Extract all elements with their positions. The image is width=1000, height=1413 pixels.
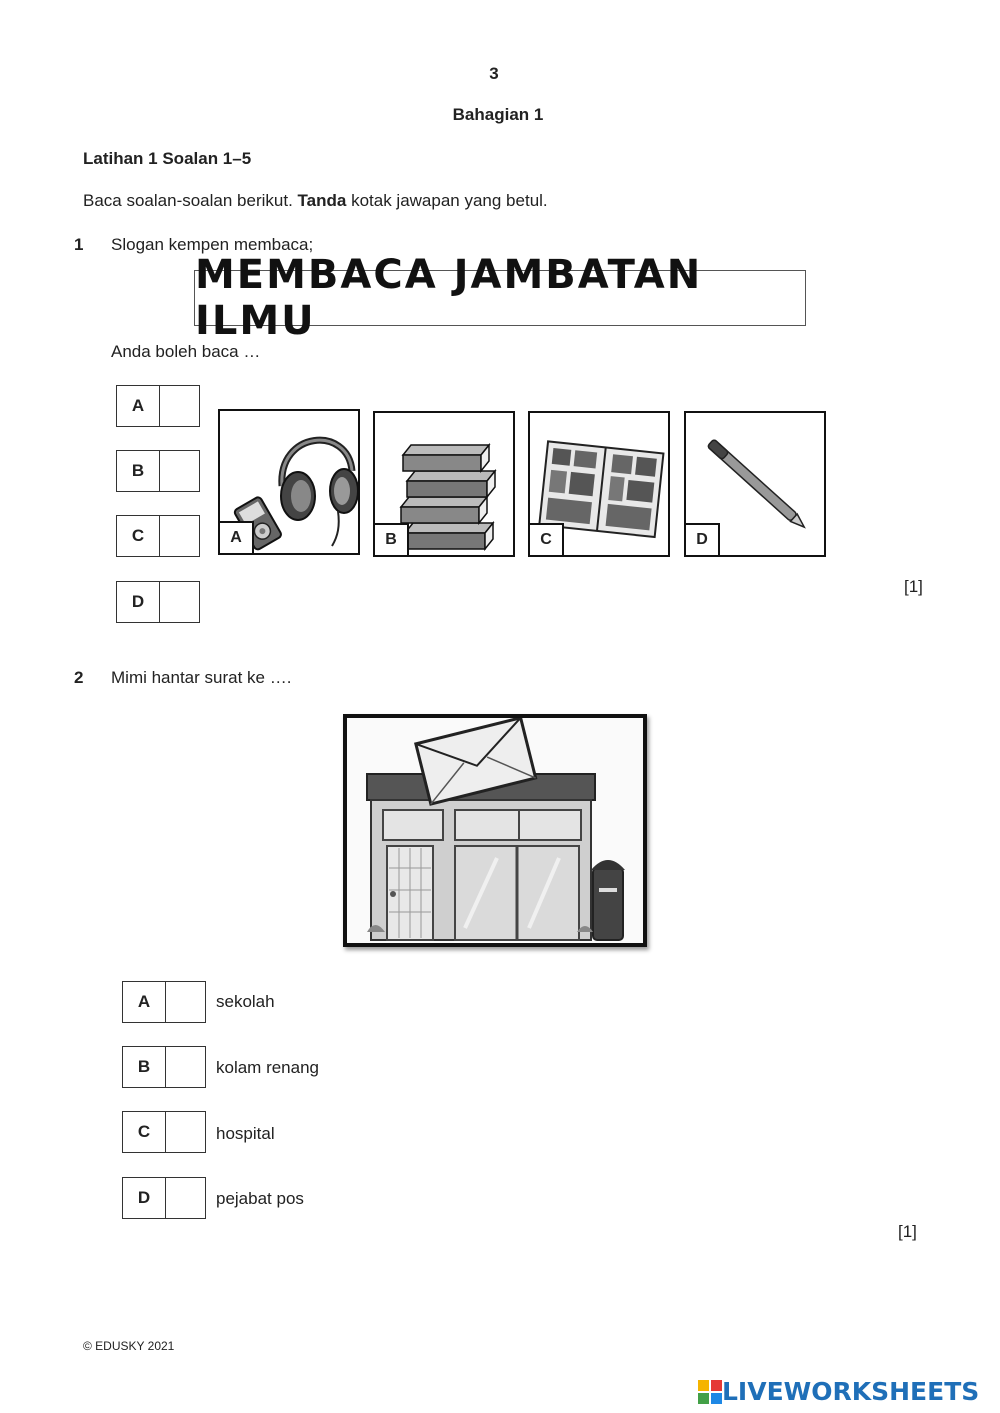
picture-label: B bbox=[373, 523, 409, 557]
q2-answer-c bbox=[122, 1111, 206, 1153]
q1-answer-b bbox=[116, 450, 200, 492]
q2-option-text-a: sekolah bbox=[216, 992, 275, 1011]
q2-answer-letter: A bbox=[123, 982, 166, 1022]
q2-answer-letter: D bbox=[123, 1178, 166, 1218]
question-2-marks: [1] bbox=[898, 1222, 917, 1241]
instruction-bold: Tanda bbox=[297, 191, 347, 210]
q1-answer-checkbox-d[interactable] bbox=[160, 582, 199, 622]
q2-option-text-c: hospital bbox=[216, 1124, 275, 1143]
picture-b bbox=[373, 411, 515, 557]
q1-answer-c bbox=[116, 515, 200, 557]
picture-c bbox=[528, 411, 670, 557]
q2-answer-letter: B bbox=[123, 1047, 166, 1087]
q2-answer-checkbox-d[interactable] bbox=[166, 1178, 205, 1218]
instruction-text: Baca soalan-soalan berikut. bbox=[83, 191, 298, 210]
picture-a bbox=[218, 409, 360, 555]
question-2-text: Mimi hantar surat ke …. bbox=[111, 668, 292, 687]
q2-answer-checkbox-c[interactable] bbox=[166, 1112, 205, 1152]
question-1-text: Slogan kempen membaca; bbox=[111, 235, 314, 254]
liveworksheets-grid-icon bbox=[698, 1380, 722, 1404]
q1-answer-a bbox=[116, 385, 200, 427]
exercise-title: Latihan 1 Soalan 1–5 bbox=[83, 149, 252, 168]
post-office-picture bbox=[343, 714, 647, 947]
q1-answer-letter: A bbox=[117, 386, 160, 426]
q1-answer-d bbox=[116, 581, 200, 623]
page-number: 3 bbox=[489, 64, 499, 83]
question-1-prompt: Anda boleh baca … bbox=[111, 342, 261, 361]
post-office-icon bbox=[347, 718, 643, 943]
picture-label: A bbox=[218, 521, 254, 555]
q1-answer-letter: C bbox=[117, 516, 160, 556]
picture-label: D bbox=[684, 523, 720, 557]
instruction-text-end: kotak jawapan yang betul. bbox=[346, 191, 548, 210]
slogan-box bbox=[194, 252, 806, 344]
picture-d bbox=[684, 411, 826, 557]
q1-answer-letter: B bbox=[117, 451, 160, 491]
q2-option-text-d: pejabat pos bbox=[216, 1189, 304, 1208]
instruction bbox=[83, 191, 548, 211]
liveworksheets-logo bbox=[698, 1377, 979, 1406]
q1-answer-checkbox-c[interactable] bbox=[160, 516, 199, 556]
q2-answer-a bbox=[122, 981, 206, 1023]
q1-answer-letter: D bbox=[117, 582, 160, 622]
copyright-footer: © EDUSKY 2021 bbox=[83, 1339, 175, 1353]
q2-option-text-b: kolam renang bbox=[216, 1058, 320, 1077]
q2-answer-letter: C bbox=[123, 1112, 166, 1152]
slogan-text: MEMBACA JAMBATAN ILMU bbox=[195, 252, 703, 344]
liveworksheets-brand: LIVEWORKSHEETS bbox=[722, 1377, 980, 1406]
q2-answer-d bbox=[122, 1177, 206, 1219]
question-1-marks: [1] bbox=[904, 577, 923, 596]
q1-answer-checkbox-b[interactable] bbox=[160, 451, 199, 491]
question-1-number: 1 bbox=[74, 235, 84, 254]
q1-answer-checkbox-a[interactable] bbox=[160, 386, 199, 426]
section-title: Bahagian 1 bbox=[452, 105, 544, 124]
question-2-number: 2 bbox=[74, 668, 84, 687]
q2-answer-checkbox-b[interactable] bbox=[166, 1047, 205, 1087]
q2-answer-b bbox=[122, 1046, 206, 1088]
q2-answer-checkbox-a[interactable] bbox=[166, 982, 205, 1022]
picture-label: C bbox=[528, 523, 564, 557]
